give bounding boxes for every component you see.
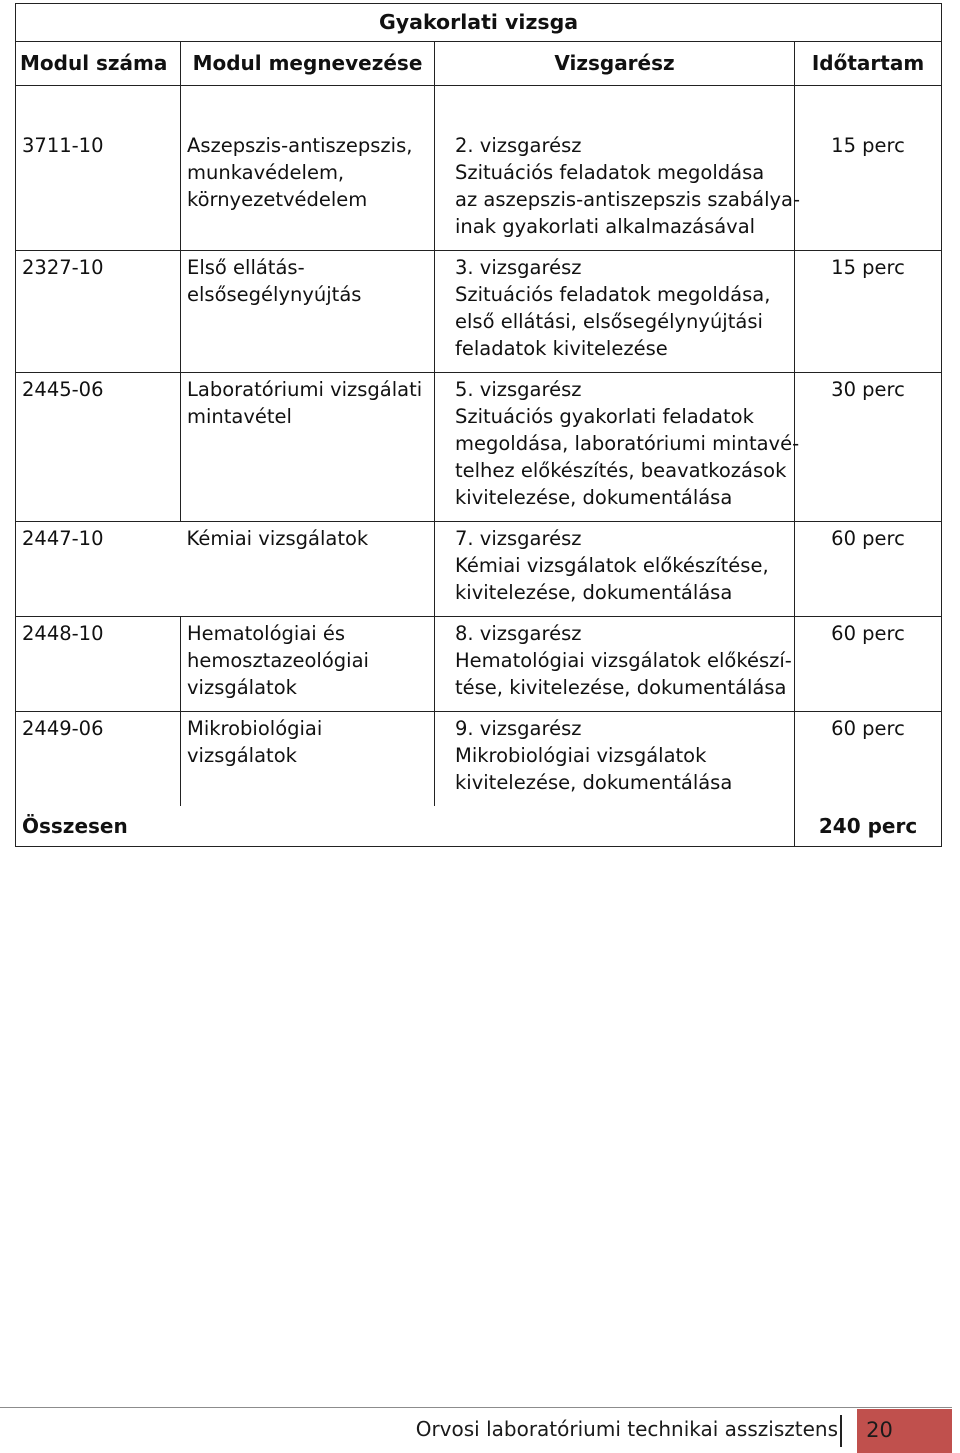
exam-part-line: Kémiai vizsgálatok előkészítése,: [455, 554, 769, 577]
module-name-line: Aszepszis-antiszepszis,: [187, 134, 413, 157]
table-row: [16, 373, 942, 522]
exam-duration: 60 perc: [795, 712, 942, 807]
module-name: [181, 712, 435, 807]
practical-exam-table: [15, 3, 942, 847]
module-number: 2445-06: [16, 373, 181, 522]
module-name-line: hemosztazeológiai: [187, 649, 369, 672]
header-exam-part: Vizsgarész: [435, 42, 795, 86]
exam-part-line: megoldása, laboratóriumi mintavé-: [455, 432, 800, 455]
table-body: [16, 86, 942, 847]
exam-part-line: kivitelezése, dokumentálása: [455, 771, 733, 794]
exam-part-line: 3. vizsgarész: [455, 256, 582, 279]
exam-duration: 15 perc: [795, 86, 942, 251]
module-name-line: környezetvédelem: [187, 188, 368, 211]
exam-part-line: első ellátási, elsősegélynyújtási: [455, 310, 763, 333]
module-name: [181, 86, 435, 251]
table-title: Gyakorlati vizsga: [16, 4, 942, 42]
module-name-line: vizsgálatok: [187, 676, 297, 699]
header-module-name: Modul megnevezése: [181, 42, 435, 86]
exam-duration: 60 perc: [795, 617, 942, 712]
exam-part: [435, 251, 795, 373]
exam-part-line: kivitelezése, dokumentálása: [455, 486, 733, 509]
module-name-line: Kémiai vizsgálatok: [186, 527, 369, 550]
footer-rule: [0, 1407, 952, 1408]
exam-part-line: 7. vizsgarész: [455, 527, 582, 550]
exam-part-line: Mikrobiológiai vizsgálatok: [455, 744, 707, 767]
exam-duration: 30 perc: [795, 373, 942, 522]
exam-part-line: Hematológiai vizsgálatok előkészí-: [455, 649, 792, 672]
module-name: [181, 251, 435, 373]
exam-part-line: feladatok kivitelezése: [455, 337, 668, 360]
exam-part-line: Szituációs feladatok megoldása,: [455, 283, 771, 306]
module-number: 2448-10: [16, 617, 181, 712]
module-name: [181, 373, 435, 522]
page-footer: [0, 1407, 960, 1453]
page-number: 20: [866, 1418, 893, 1442]
exam-part-line: 9. vizsgarész: [455, 717, 582, 740]
exam-part: [435, 712, 795, 807]
exam-part-line: telhez előkészítés, beavatkozások: [455, 459, 787, 482]
exam-part: [435, 86, 801, 251]
total-duration: 240 perc: [795, 806, 942, 847]
exam-part-line: kivitelezése, dokumentálása: [455, 581, 733, 604]
module-name-line: Hematológiai és: [187, 622, 346, 645]
module-number: 2449-06: [16, 712, 181, 807]
page-number-box: [857, 1409, 952, 1453]
total-row: [16, 806, 942, 847]
exam-part: [435, 617, 795, 712]
exam-part-line: az aszepszis-antiszepszis szabálya-: [455, 188, 801, 211]
module-name: [181, 617, 435, 712]
exam-part-line: 2. vizsgarész: [455, 134, 582, 157]
module-name: [181, 522, 435, 617]
exam-part-line: inak gyakorlati alkalmazásával: [455, 215, 756, 238]
table-row: [16, 617, 942, 712]
module-number: 2327-10: [16, 251, 181, 373]
exam-duration: 60 perc: [795, 522, 942, 617]
exam-part-line: Szituációs gyakorlati feladatok: [455, 405, 754, 428]
module-number: 3711-10: [16, 86, 181, 251]
exam-part-line: 5. vizsgarész: [455, 378, 582, 401]
module-name-line: mintavétel: [187, 405, 292, 428]
module-name-line: vizsgálatok: [187, 744, 297, 767]
module-name-line: elsősegélynyújtás: [187, 283, 362, 306]
module-name-line: Első ellátás-: [187, 256, 305, 279]
footer-title: Orvosi laboratóriumi technikai asszisztens: [415, 1417, 838, 1441]
exam-part-line: Szituációs feladatok megoldása: [455, 161, 765, 184]
total-label: Összesen: [16, 806, 795, 847]
footer-separator: [840, 1415, 842, 1447]
module-name-line: Mikrobiológiai: [187, 717, 323, 740]
exam-part: [435, 522, 795, 617]
table-row: [16, 712, 942, 807]
header-module-number: Modul száma: [16, 42, 181, 86]
module-name-line: Laboratóriumi vizsgálati: [187, 378, 423, 401]
table-row: [16, 86, 942, 251]
module-number: 2447-10: [16, 522, 181, 617]
exam-duration: 15 perc: [795, 251, 942, 373]
exam-part-line: 8. vizsgarész: [455, 622, 582, 645]
module-name-line: munkavédelem,: [187, 161, 345, 184]
header-duration: Időtartam: [795, 42, 942, 86]
table-row: [16, 251, 942, 373]
exam-part-line: tése, kivitelezése, dokumentálása: [455, 676, 787, 699]
table-row: [16, 522, 942, 617]
exam-part: [435, 373, 800, 522]
